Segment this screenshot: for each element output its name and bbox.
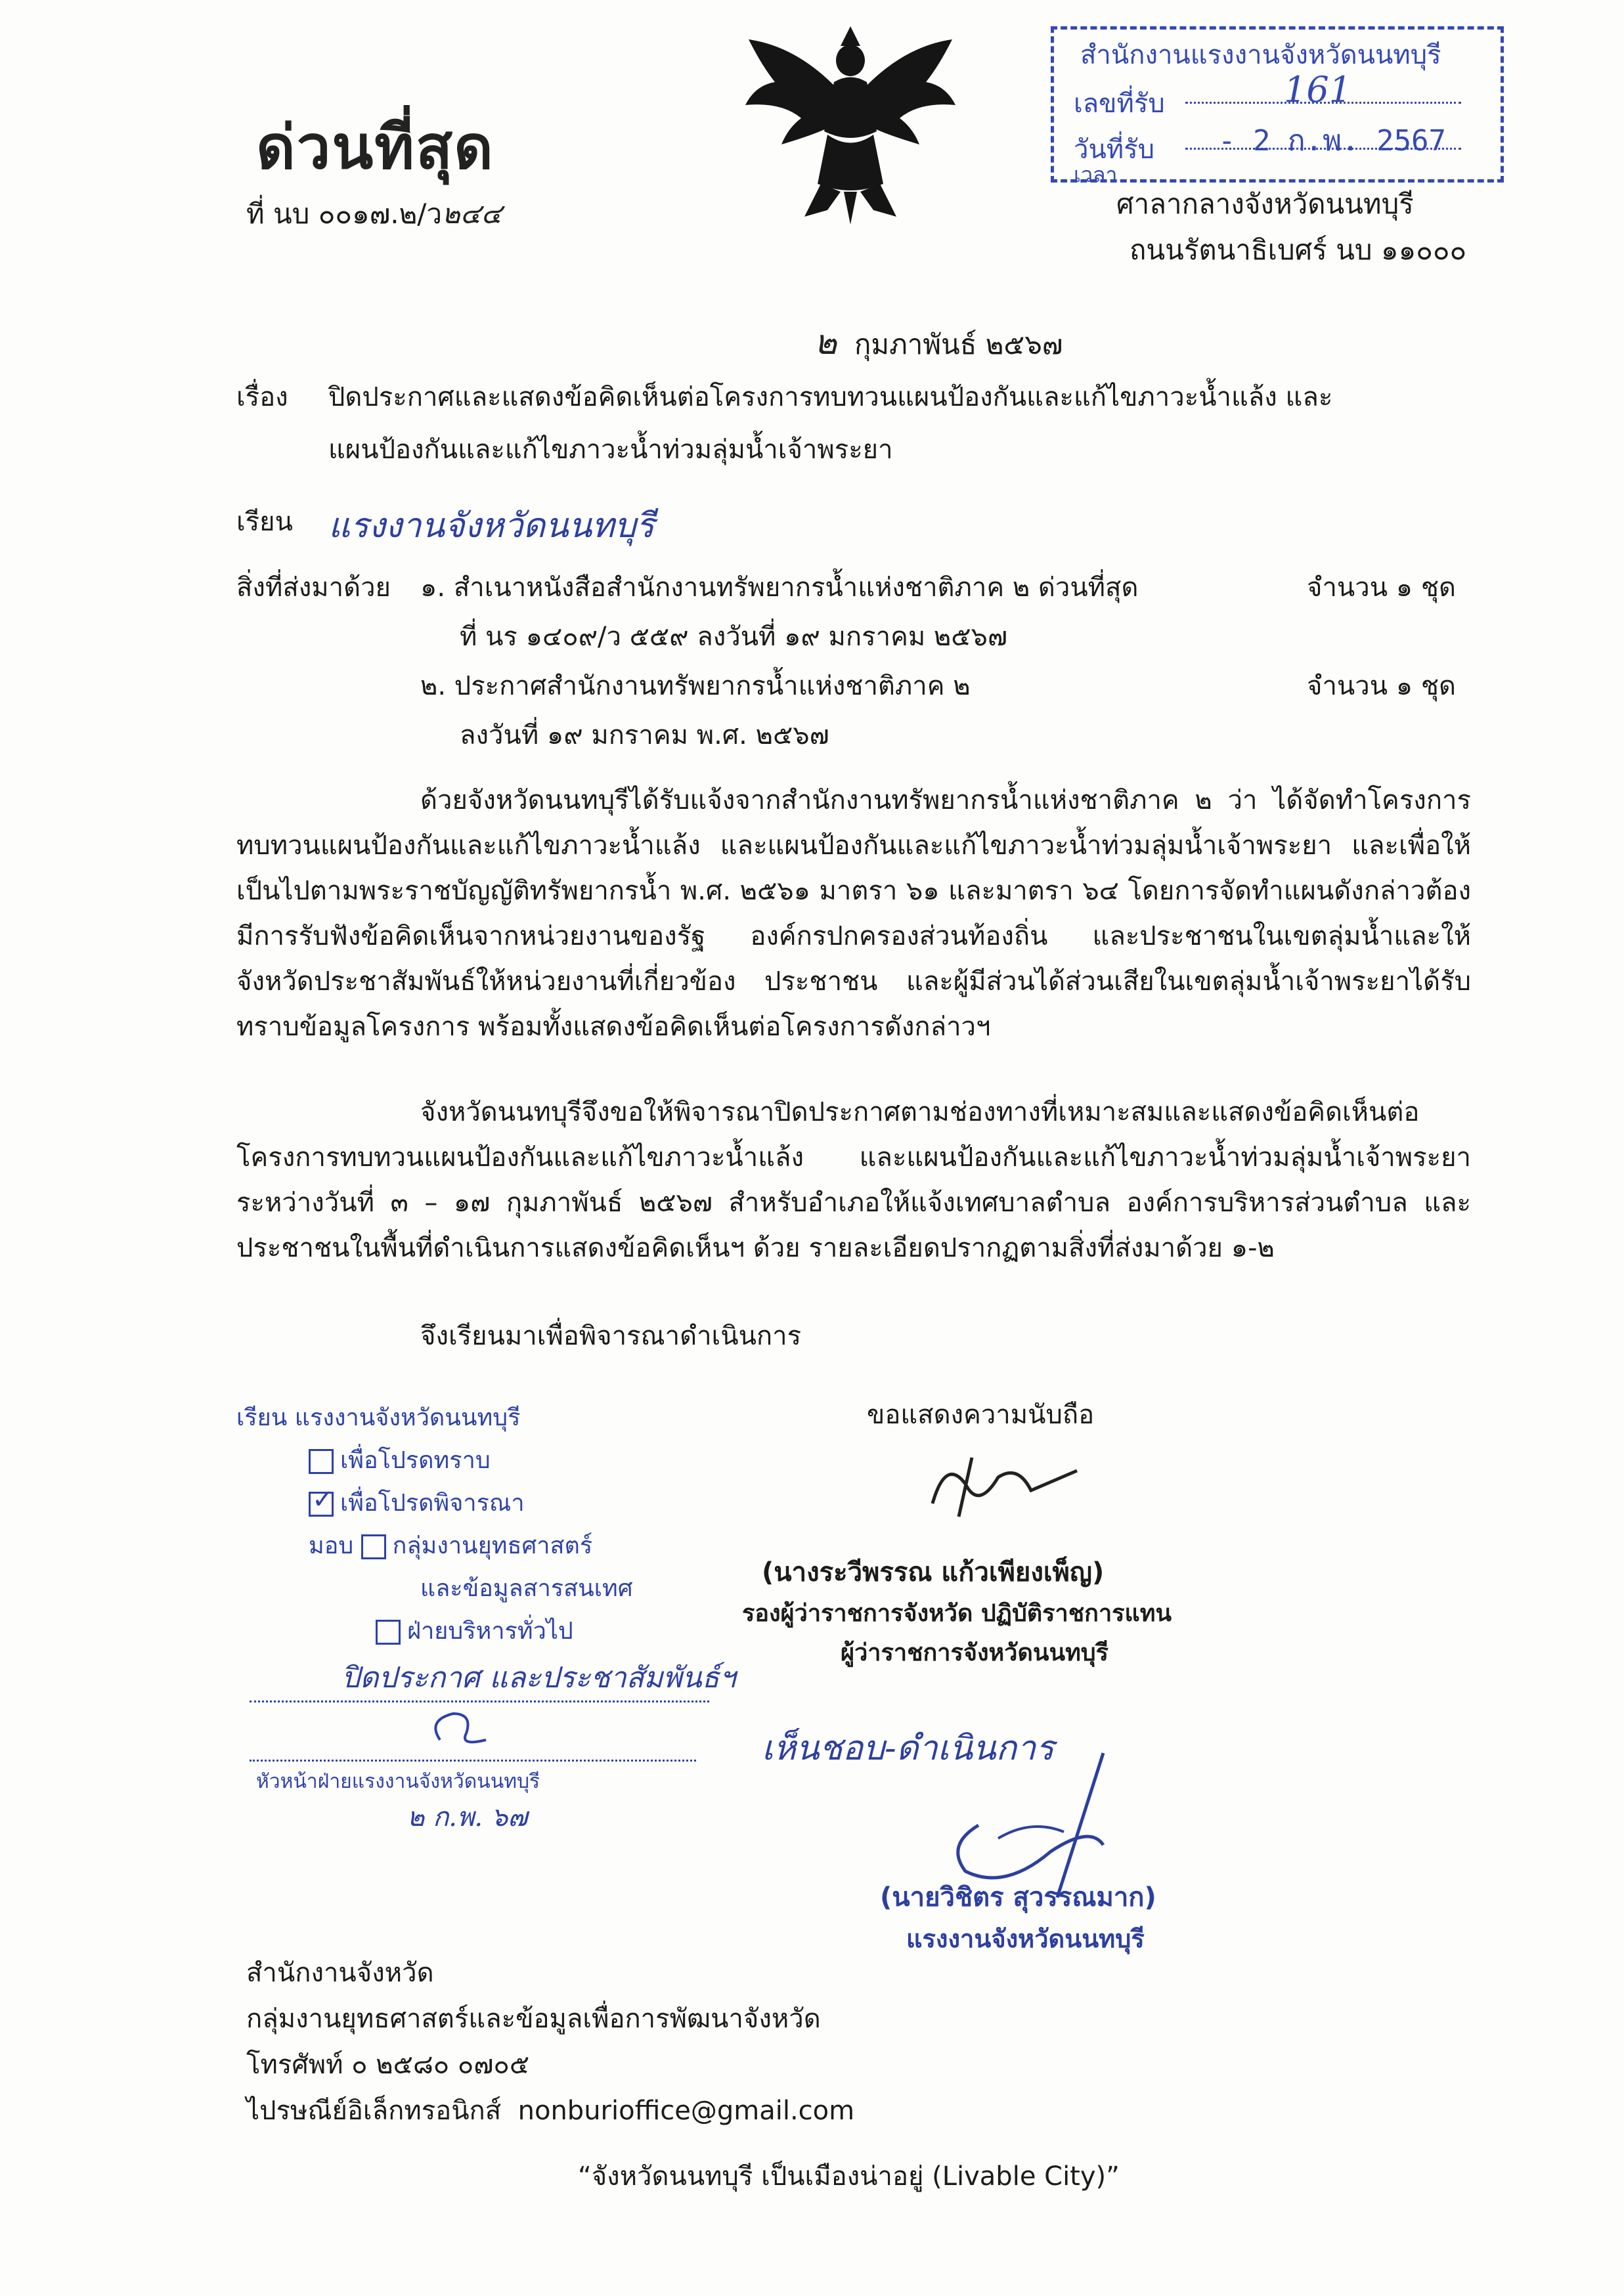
minute-by: หัวหน้าฝ่ายแรงงานจังหวัดนนทบุรี [256, 1770, 540, 1793]
reference-handwritten: ๒๔๔ [442, 198, 502, 230]
subject-line-2: แผนป้องกันและแก้ไขภาวะน้ำท่วมลุ่มน้ำเจ้าพระยา [328, 435, 893, 465]
stamp-date-label: วันที่รับ [1074, 135, 1155, 165]
minute-option-1 [309, 1441, 491, 1479]
enclosure-1-line-2: ที่ นร ๑๔๐๙/ว ๕๕๙ ลงวันที่ ๑๙ มกราคม ๒๕๖๗ [460, 622, 1008, 652]
stamp-time-label: เวลา [1074, 162, 1118, 187]
minute-option-4 [376, 1612, 573, 1649]
body-paragraph-1-text: ด้วยจังหวัดนนทบุรีได้รับแจ้งจากสำนักงานทรัพยากรน้ำแห่งชาติภาค ๒ ว่า ได้จัดทำโครงการทบทวนแผนป้องกันและแก้ไขภาวะน้ำแล้ง และแผนป้องกันและแก้ไขภาวะน้ำท่วมลุ่มน้ำเจ้าพระยา และเพื่อให้เป็นไปตามพระราชบัญญัติทรัพยากรน้ำ พ.ศ. ๒๕๖๑ มาตรา ๖๑ และมาตรา ๖๔ โดยการจัดทำแผนดังกล่าวต้องมีการรับฟังข้อคิดเห็นจากหน่วยงานของรัฐ องค์กรปกครองส่วนท้องถิ่น และประชาชนในเขตลุ่มน้ำและให้จังหวัดประชาสัมพันธ์ให้หน่วยงานที่เกี่ยวข้อง ประชาชน และผู้มีส่วนได้ส่วนเสียในเขตลุ่มน้ำเจ้าพระยาได้รับทราบข้อมูลโครงการ พร้อมทั้งแสดงข้อคิดเห็นต่อโครงการดังกล่าวฯ [236, 785, 1471, 1042]
subject-line-1: ปิดประกาศและแสดงข้อคิดเห็นต่อโครงการทบทวนแผนป้องกันและแก้ไขภาวะน้ำแล้ง และ [328, 382, 1333, 412]
minute-option-3b-label: และข้อมูลสารสนเทศ [420, 1575, 633, 1602]
subject-label: เรื่อง [236, 382, 288, 412]
minute-option-4-label: ฝ่ายบริหารทั่วไป [407, 1618, 573, 1645]
approver-name: (นายวิชิตร สุวรรณมาก) [880, 1882, 1156, 1913]
garuda-emblem [735, 20, 965, 230]
date-day-handwritten: ๒ [814, 323, 837, 362]
checkbox-icon [361, 1534, 386, 1559]
minute-date-handwritten: ๒ ก.พ. ๖๗ [407, 1802, 528, 1832]
reference-prefix: ที่ นบ ๐๐๑๗.๒/ว [246, 198, 443, 230]
enclosure-2-line-2: ลงวันที่ ๑๙ มกราคม พ.ศ. ๒๕๖๗ [460, 720, 829, 750]
receipt-stamp [1051, 26, 1504, 187]
office-address: ถนนรัตนาธิเบศร์ นบ ๑๑๐๐๐ [1130, 234, 1467, 266]
checkbox-icon [309, 1449, 334, 1474]
checkbox-icon [376, 1620, 401, 1645]
minute-assign-label: มอบ [309, 1532, 354, 1559]
footer-slogan: “จังหวัดนนทบุรี เป็นเมืองน่าอยู่ (Livable City)” [578, 2161, 1120, 2192]
recipient-label: เรียน [236, 507, 293, 537]
footer-group: กลุ่มงานยุทธศาสตร์และข้อมูลเพื่อการพัฒนาจังหวัด [246, 2004, 821, 2034]
signer-title-1: รองผู้ว่าราชการจังหวัด ปฏิบัติราชการแทน [742, 1600, 1172, 1627]
enclosure-1-qty: จำนวน ๑ ชุด [1307, 573, 1456, 603]
urgency-heading: ด่วนที่สุด [256, 112, 494, 183]
minute-signature [420, 1700, 499, 1753]
footer-department: สำนักงานจังหวัด [246, 1958, 434, 1988]
date-month-year: กุมภาพันธ์ ๒๕๖๗ [854, 328, 1063, 360]
footer-email: nonburioffice@gmail.com [517, 2096, 855, 2126]
minute-by-line [250, 1760, 696, 1762]
footer-email-row [246, 2094, 854, 2127]
recipient-handwritten: แรงงานจังหวัดนนทบุรี [328, 506, 655, 546]
minute-note-handwritten: ปิดประกาศ และประชาสัมพันธ์ฯ [341, 1661, 736, 1695]
minute-option-1-label: เพื่อโปรดทราบ [340, 1447, 491, 1474]
body-paragraph-2-text: จังหวัดนนทบุรีจึงขอให้พิจารณาปิดประกาศตามช่องทางที่เหมาะสมและแสดงข้อคิดเห็นต่อโครงการทบทวนแผนป้องกันและแก้ไขภาวะน้ำแล้ง และแผนป้องกันและแก้ไขภาวะน้ำท่วมลุ่มน้ำเจ้าพระยาระหว่างวันที่ ๓ – ๑๗ กุมภาพันธ์ ๒๕๖๗ สำหรับอำเภอให้แจ้งเทศบาลตำบล องค์การบริหารส่วนตำบล และประชาชนในพื้นที่ดำเนินการแสดงข้อคิดเห็นฯ ด้วย รายละเอียดปรากฏตามสิ่งที่ส่งมาด้วย ๑-๒ [236, 1097, 1471, 1263]
approval-note-handwritten: เห็นชอบ-ดำเนินการ [762, 1729, 1055, 1768]
checkbox-checked-icon: ✓ [309, 1492, 334, 1517]
signer-signature [919, 1444, 1090, 1530]
signer-name: (นางระวีพรรณ แก้วเพียงเพ็ญ) [762, 1557, 1105, 1588]
reference-number [246, 197, 502, 232]
approver-title: แรงงานจังหวัดนนทบุรี [906, 1924, 1145, 1953]
minute-recipient: เรียน แรงงานจังหวัดนนทบุรี [236, 1404, 521, 1431]
footer-phone: โทรศัพท์ ๐ ๒๕๘๐ ๐๗๐๕ [246, 2050, 530, 2080]
stamp-date-value: - 2 ก.พ. 2567 [1218, 124, 1447, 158]
regards: ขอแสดงความนับถือ [867, 1400, 1095, 1430]
signer-title-2: ผู้ว่าราชการจังหวัดนนทบุรี [841, 1639, 1108, 1666]
approval-signature [939, 1746, 1175, 1904]
enclosure-1-line-1: ๑. สำเนาหนังสือสำนักงานทรัพยากรน้ำแห่งชาติภาค ๒ ด่วนที่สุด [420, 573, 1139, 603]
minute-option-3 [309, 1527, 592, 1564]
closing-line: จึงเรียนมาเพื่อพิจารณาดำเนินการ [420, 1321, 802, 1351]
enclosure-2-line-1: ๒. ประกาศสำนักงานทรัพยากรน้ำแห่งชาติภาค ๒ [420, 671, 971, 701]
minute-option-2 [309, 1484, 525, 1521]
body-paragraph-1 [236, 778, 1471, 1050]
minute-option-2-label: เพื่อโปรดพิจารณา [340, 1490, 525, 1517]
stamp-number-value: 161 [1284, 69, 1352, 110]
stamp-number-label: เลขที่รับ [1074, 89, 1165, 119]
enclosures-label: สิ่งที่ส่งมาด้วย [236, 573, 391, 603]
body-paragraph-2 [236, 1090, 1471, 1271]
minute-option-3-label: กลุ่มงานยุทธศาสตร์ [392, 1532, 593, 1559]
letter-date [814, 322, 1063, 364]
office-name: ศาลากลางจังหวัดนนทบุรี [1116, 188, 1414, 220]
enclosure-2-qty: จำนวน ๑ ชุด [1307, 671, 1456, 701]
footer-email-label: ไปรษณีย์อิเล็กทรอนิกส์ [246, 2096, 502, 2126]
stamp-agency: สำนักงานแรงงานจังหวัดนนทบุรี [1080, 40, 1441, 70]
